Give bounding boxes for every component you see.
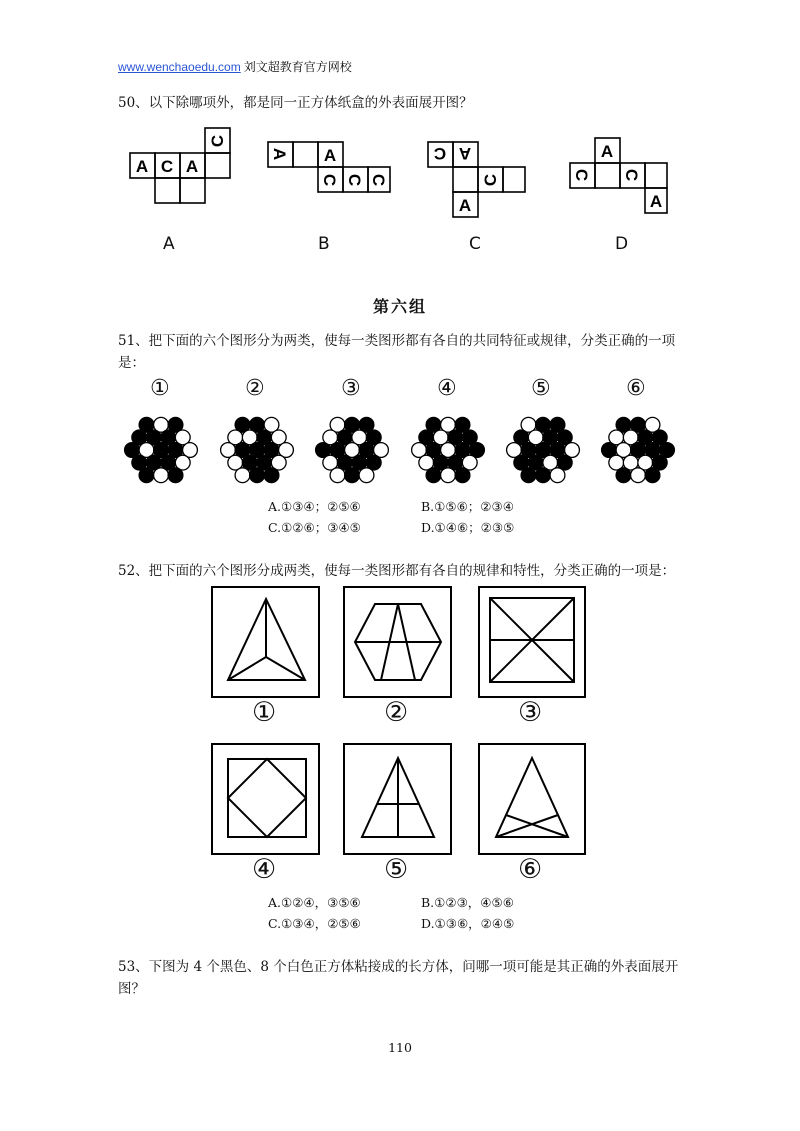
q51-label-5: ⑤	[531, 376, 551, 401]
svg-text:C: C	[572, 168, 591, 182]
hex-dot	[264, 468, 279, 483]
figure-3	[479, 587, 585, 697]
page-number: 110	[388, 1040, 412, 1055]
svg-text:C: C	[622, 168, 641, 182]
svg-text:C: C	[369, 173, 388, 187]
svg-text:A: A	[600, 142, 614, 161]
q52-label-3: ③	[518, 697, 543, 728]
hex-figure-2	[221, 417, 294, 482]
svg-text:A: A	[270, 147, 289, 161]
hex-dot	[139, 468, 154, 483]
site-name: 刘文超教育官方网校	[243, 60, 352, 74]
hex-dot	[330, 468, 345, 483]
q52-answer-d: D.①③⑥，②④⑤	[421, 916, 515, 931]
hex-figure-4	[412, 417, 485, 482]
figure-4	[212, 744, 319, 854]
svg-text:C: C	[160, 157, 174, 176]
svg-text:C: C	[481, 173, 500, 187]
q52-answer-a: A.①②④，③⑤⑥	[268, 895, 361, 910]
figure-2	[344, 587, 451, 697]
hex-figure-5	[507, 417, 580, 482]
q52-label-5: ⑤	[384, 854, 409, 885]
question-53-text: 53、下图为 4 个黑色、8 个白色正方体粘接成的长方体，问哪一项可能是其正确的外表面展开图？	[118, 959, 679, 997]
q52-label-6: ⑥	[518, 854, 543, 885]
q52-label-2: ②	[384, 697, 409, 728]
q50-option-a: A	[163, 234, 175, 254]
hex-figure-6	[602, 417, 675, 482]
hex-dot	[616, 468, 631, 483]
svg-text:C: C	[433, 144, 447, 163]
svg-text:A: A	[185, 157, 199, 176]
figure-1	[212, 587, 319, 697]
hex-dot	[235, 468, 250, 483]
page-header	[118, 58, 352, 75]
q51-label-6: ⑥	[626, 376, 646, 401]
q51-answer-a: A.①③④；②⑤⑥	[268, 499, 361, 514]
q51-hexagon-dot-figures	[0, 412, 800, 492]
hex-dot	[154, 468, 169, 483]
q51-label-1: ①	[150, 376, 170, 401]
hex-dot	[345, 468, 360, 483]
svg-text:C: C	[320, 173, 339, 187]
hex-dot	[426, 468, 441, 483]
svg-text:A: A	[458, 196, 472, 215]
hex-dot	[645, 468, 660, 483]
q51-label-4: ④	[437, 376, 457, 401]
svg-text:A: A	[135, 157, 149, 176]
hex-dot	[250, 468, 265, 483]
svg-text:C: C	[208, 134, 227, 148]
q51-label-2: ②	[245, 376, 265, 401]
hex-dot	[441, 468, 456, 483]
q51-label-3: ③	[341, 376, 361, 401]
website-link[interactable]: www.wenchaoedu.com	[118, 60, 241, 74]
hex-dot	[521, 468, 536, 483]
hex-figure-1	[125, 417, 198, 482]
hex-dot	[168, 468, 183, 483]
svg-text:A: A	[649, 192, 663, 211]
hex-dot	[536, 468, 551, 483]
svg-text:A: A	[458, 144, 472, 163]
hex-figure-3	[316, 417, 389, 482]
q52-label-4: ④	[252, 854, 277, 885]
q50-option-b: B	[318, 234, 330, 254]
hex-dot	[455, 468, 470, 483]
svg-text:C: C	[345, 173, 364, 187]
svg-text:A: A	[323, 146, 337, 165]
q52-answer-c: C.①③④，②⑤⑥	[268, 916, 361, 931]
q52-label-1: ①	[252, 697, 277, 728]
hex-dot	[359, 468, 374, 483]
q51-answer-d: D.①④⑥；②③⑤	[421, 520, 515, 535]
question-52-text: 52、把下面的六个图形分成两类，使每一类图形都有各自的规律和特性，分类正确的一项是：	[118, 563, 676, 579]
question-50-text: 50、以下除哪项外，都是同一正方体纸盒的外表面展开图？	[118, 95, 473, 111]
q50-option-d: D	[615, 234, 629, 254]
q52-answer-b: B.①②③，④⑤⑥	[421, 895, 514, 910]
q51-answer-c: C.①②⑥；③④⑤	[268, 520, 361, 535]
hex-dot	[631, 468, 646, 483]
hex-dot	[550, 468, 565, 483]
q50-option-c: C	[469, 234, 481, 254]
q51-answer-b: B.①⑤⑥；②③④	[421, 499, 514, 514]
figure-5	[344, 744, 451, 854]
question-51-text: 51、把下面的六个图形分为两类，使每一类图形都有各自的共同特征或规律，分类正确的一项是：	[118, 333, 676, 371]
figure-6	[479, 744, 585, 854]
group-title: 第六组	[372, 297, 427, 316]
